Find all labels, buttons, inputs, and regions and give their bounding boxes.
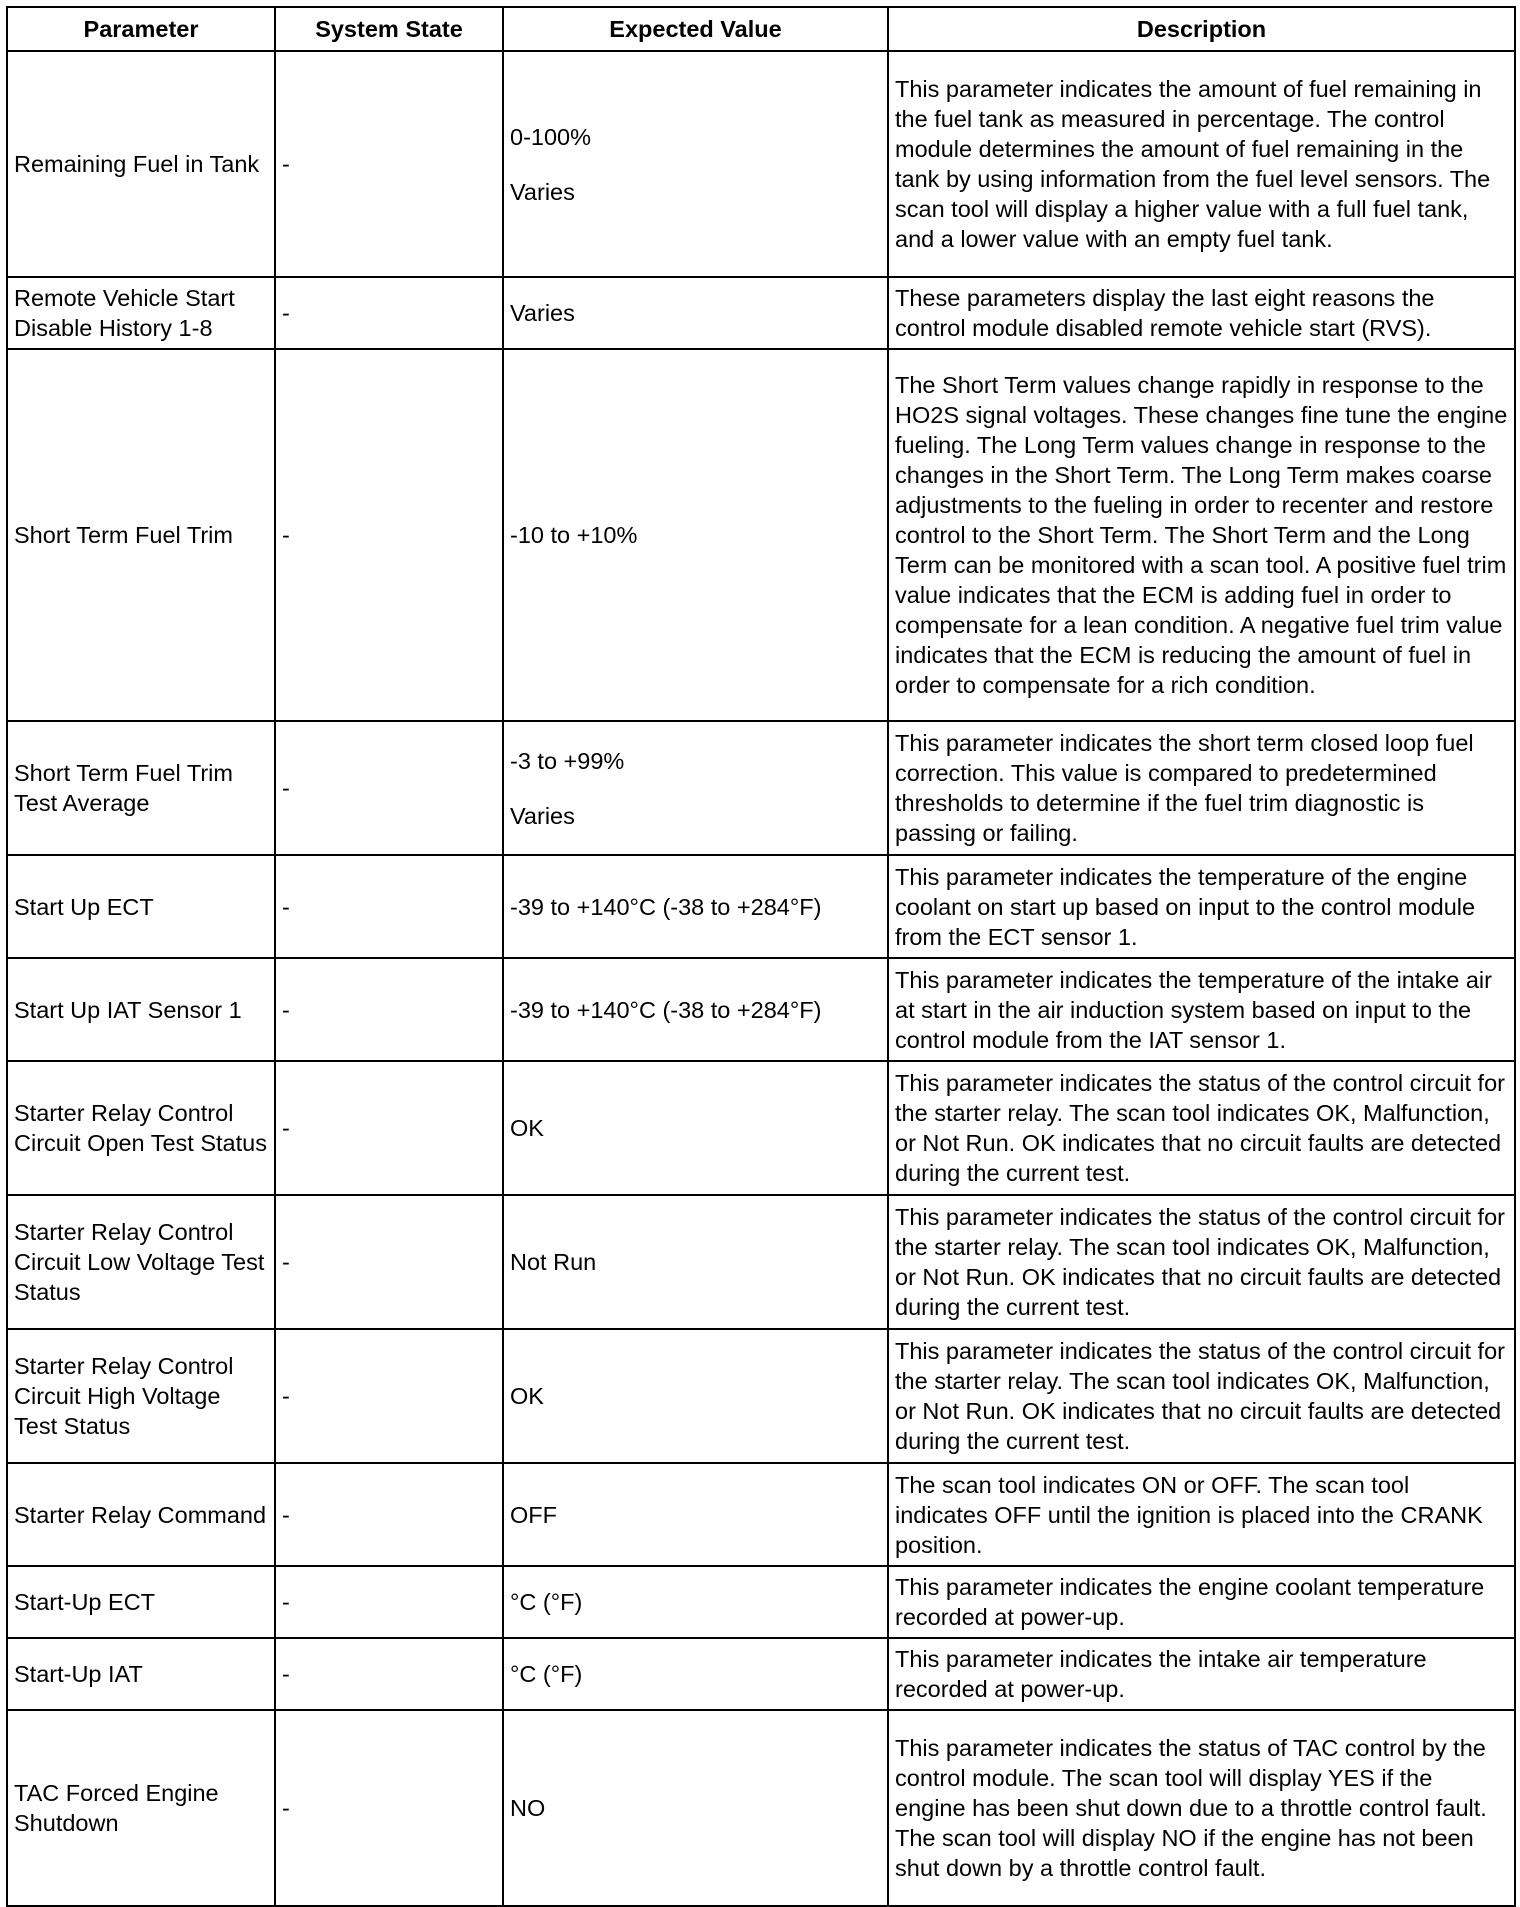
header-expected-value: Expected Value — [503, 7, 888, 51]
expected-value: -10 to +10% — [510, 522, 638, 548]
table-body — [7, 51, 1515, 1906]
expected-value-cell — [503, 1195, 888, 1329]
parameter-cell: Short Term Fuel Trim Test Average — [7, 721, 275, 855]
description-cell: The scan tool indicates ON or OFF. The scan tool indicates OFF until the ignition is placed into the CRANK position. — [888, 1463, 1515, 1566]
system-state-cell: - — [275, 51, 503, 277]
table-row — [7, 958, 1515, 1061]
description-cell: This parameter indicates the status of TAC control by the control module. The scan tool will display YES if the engine has been shut down due to a throttle control fault. The scan tool will display NO if the engine has not been shut down by a throttle control fault. — [888, 1710, 1515, 1906]
description-cell: This parameter indicates the short term closed loop fuel correction. This value is compared to predetermined thresholds to determine if the fuel trim diagnostic is passing or failing. — [888, 721, 1515, 855]
table-row — [7, 1463, 1515, 1566]
expected-value: -3 to +99% — [510, 747, 625, 774]
system-state-cell: - — [275, 349, 503, 721]
table-row — [7, 51, 1515, 277]
system-state-cell: - — [275, 958, 503, 1061]
header-system-state: System State — [275, 7, 503, 51]
description-cell: This parameter indicates the intake air temperature recorded at power-up. — [888, 1638, 1515, 1710]
system-state-cell: - — [275, 1463, 503, 1566]
expected-value: Varies — [510, 300, 575, 326]
expected-value: Not Run — [510, 1249, 597, 1275]
expected-value-cell — [503, 958, 888, 1061]
parameter-cell: Remote Vehicle Start Disable History 1-8 — [7, 277, 275, 349]
parameter-cell: Start Up ECT — [7, 855, 275, 958]
description-cell: This parameter indicates the engine coolant temperature recorded at power-up. — [888, 1566, 1515, 1638]
table-row — [7, 1566, 1515, 1638]
parameter-cell: Start-Up IAT — [7, 1638, 275, 1710]
description-cell: This parameter indicates the temperature of the intake air at start in the air induction system based on input to the control module from the IAT sensor 1. — [888, 958, 1515, 1061]
description-cell: This parameter indicates the temperature of the engine coolant on start up based on input to the control module from the ECT sensor 1. — [888, 855, 1515, 958]
expected-value: Varies — [510, 178, 575, 205]
description-cell: This parameter indicates the amount of fuel remaining in the fuel tank as measured in percentage. The control module determines the amount of fuel remaining in the tank by using information from the fuel level sensors. The scan tool will display a higher value with a full fuel tank, and a lower value with an empty fuel tank. — [888, 51, 1515, 277]
system-state-cell: - — [275, 1329, 503, 1463]
expected-value-cell — [503, 349, 888, 721]
expected-value-cell — [503, 855, 888, 958]
description-cell: This parameter indicates the status of the control circuit for the starter relay. The scan tool indicates OK, Malfunction, or Not Run. OK indicates that no circuit faults are detected during the current test. — [888, 1195, 1515, 1329]
parameter-cell: Starter Relay Control Circuit Low Voltage Test Status — [7, 1195, 275, 1329]
parameter-cell: Remaining Fuel in Tank — [7, 51, 275, 277]
system-state-cell: - — [275, 1195, 503, 1329]
expected-value-cell — [503, 277, 888, 349]
expected-value-cell — [503, 1329, 888, 1463]
expected-value-cell — [503, 1710, 888, 1906]
header-description: Description — [888, 7, 1515, 51]
table-row — [7, 349, 1515, 721]
expected-value-cell — [503, 1463, 888, 1566]
expected-value-cell — [503, 1566, 888, 1638]
table-row — [7, 721, 1515, 855]
table-row — [7, 1638, 1515, 1710]
expected-value: 0-100% — [510, 123, 591, 150]
expected-value-cell — [503, 1638, 888, 1710]
expected-value: OFF — [510, 1501, 557, 1528]
table-row — [7, 277, 1515, 349]
parameter-cell: Starter Relay Control Circuit Open Test Status — [7, 1061, 275, 1195]
description-cell: This parameter indicates the status of the control circuit for the starter relay. The scan tool indicates OK, Malfunction, or Not Run. OK indicates that no circuit faults are detected during the current test. — [888, 1061, 1515, 1195]
description-cell: These parameters display the last eight reasons the control module disabled remote vehicle start (RVS). — [888, 277, 1515, 349]
system-state-cell: - — [275, 277, 503, 349]
table-row — [7, 1061, 1515, 1195]
system-state-cell: - — [275, 855, 503, 958]
expected-value: Varies — [510, 802, 575, 829]
system-state-cell: - — [275, 1566, 503, 1638]
table-row — [7, 1329, 1515, 1463]
parameter-cell: Short Term Fuel Trim — [7, 349, 275, 721]
system-state-cell: - — [275, 1061, 503, 1195]
expected-value: -39 to +140°C (-38 to +284°F) — [510, 996, 822, 1023]
expected-value: °C (°F) — [510, 1589, 583, 1615]
table-row — [7, 1710, 1515, 1906]
table-row — [7, 1195, 1515, 1329]
parameter-table — [6, 6, 1516, 1907]
parameter-cell: TAC Forced Engine Shutdown — [7, 1710, 275, 1906]
expected-value: OK — [510, 1383, 544, 1409]
system-state-cell: - — [275, 721, 503, 855]
system-state-cell: - — [275, 1710, 503, 1906]
table-row — [7, 855, 1515, 958]
parameter-cell: Start-Up ECT — [7, 1566, 275, 1638]
expected-value-cell — [503, 51, 888, 277]
description-cell: This parameter indicates the status of the control circuit for the starter relay. The scan tool indicates OK, Malfunction, or Not Run. OK indicates that no circuit faults are detected during the current test. — [888, 1329, 1515, 1463]
header-row — [7, 7, 1515, 51]
expected-value: NO — [510, 1795, 546, 1821]
expected-value: °C (°F) — [510, 1661, 583, 1687]
expected-value-cell — [503, 1061, 888, 1195]
description-cell: The Short Term values change rapidly in response to the HO2S signal voltages. These changes fine tune the engine fueling. The Long Term values change in response to the changes in the Short Term. The Long Term makes coarse adjustments to the fueling in order to recenter and restore control to the Short Term. The Short Term and the Long Term can be monitored with a scan tool. A positive fuel trim value indicates that the ECM is adding fuel in order to compensate for a lean condition. A negative fuel trim value indicates that the ECM is reducing the amount of fuel in order to compensate for a rich condition. — [888, 349, 1515, 721]
expected-value-cell — [503, 721, 888, 855]
parameter-cell: Start Up IAT Sensor 1 — [7, 958, 275, 1061]
parameter-cell: Starter Relay Command — [7, 1463, 275, 1566]
header-parameter: Parameter — [7, 7, 275, 51]
expected-value: OK — [510, 1115, 544, 1141]
expected-value: -39 to +140°C (-38 to +284°F) — [510, 893, 822, 920]
system-state-cell: - — [275, 1638, 503, 1710]
table-header — [7, 7, 1515, 51]
parameter-cell: Starter Relay Control Circuit High Voltage Test Status — [7, 1329, 275, 1463]
